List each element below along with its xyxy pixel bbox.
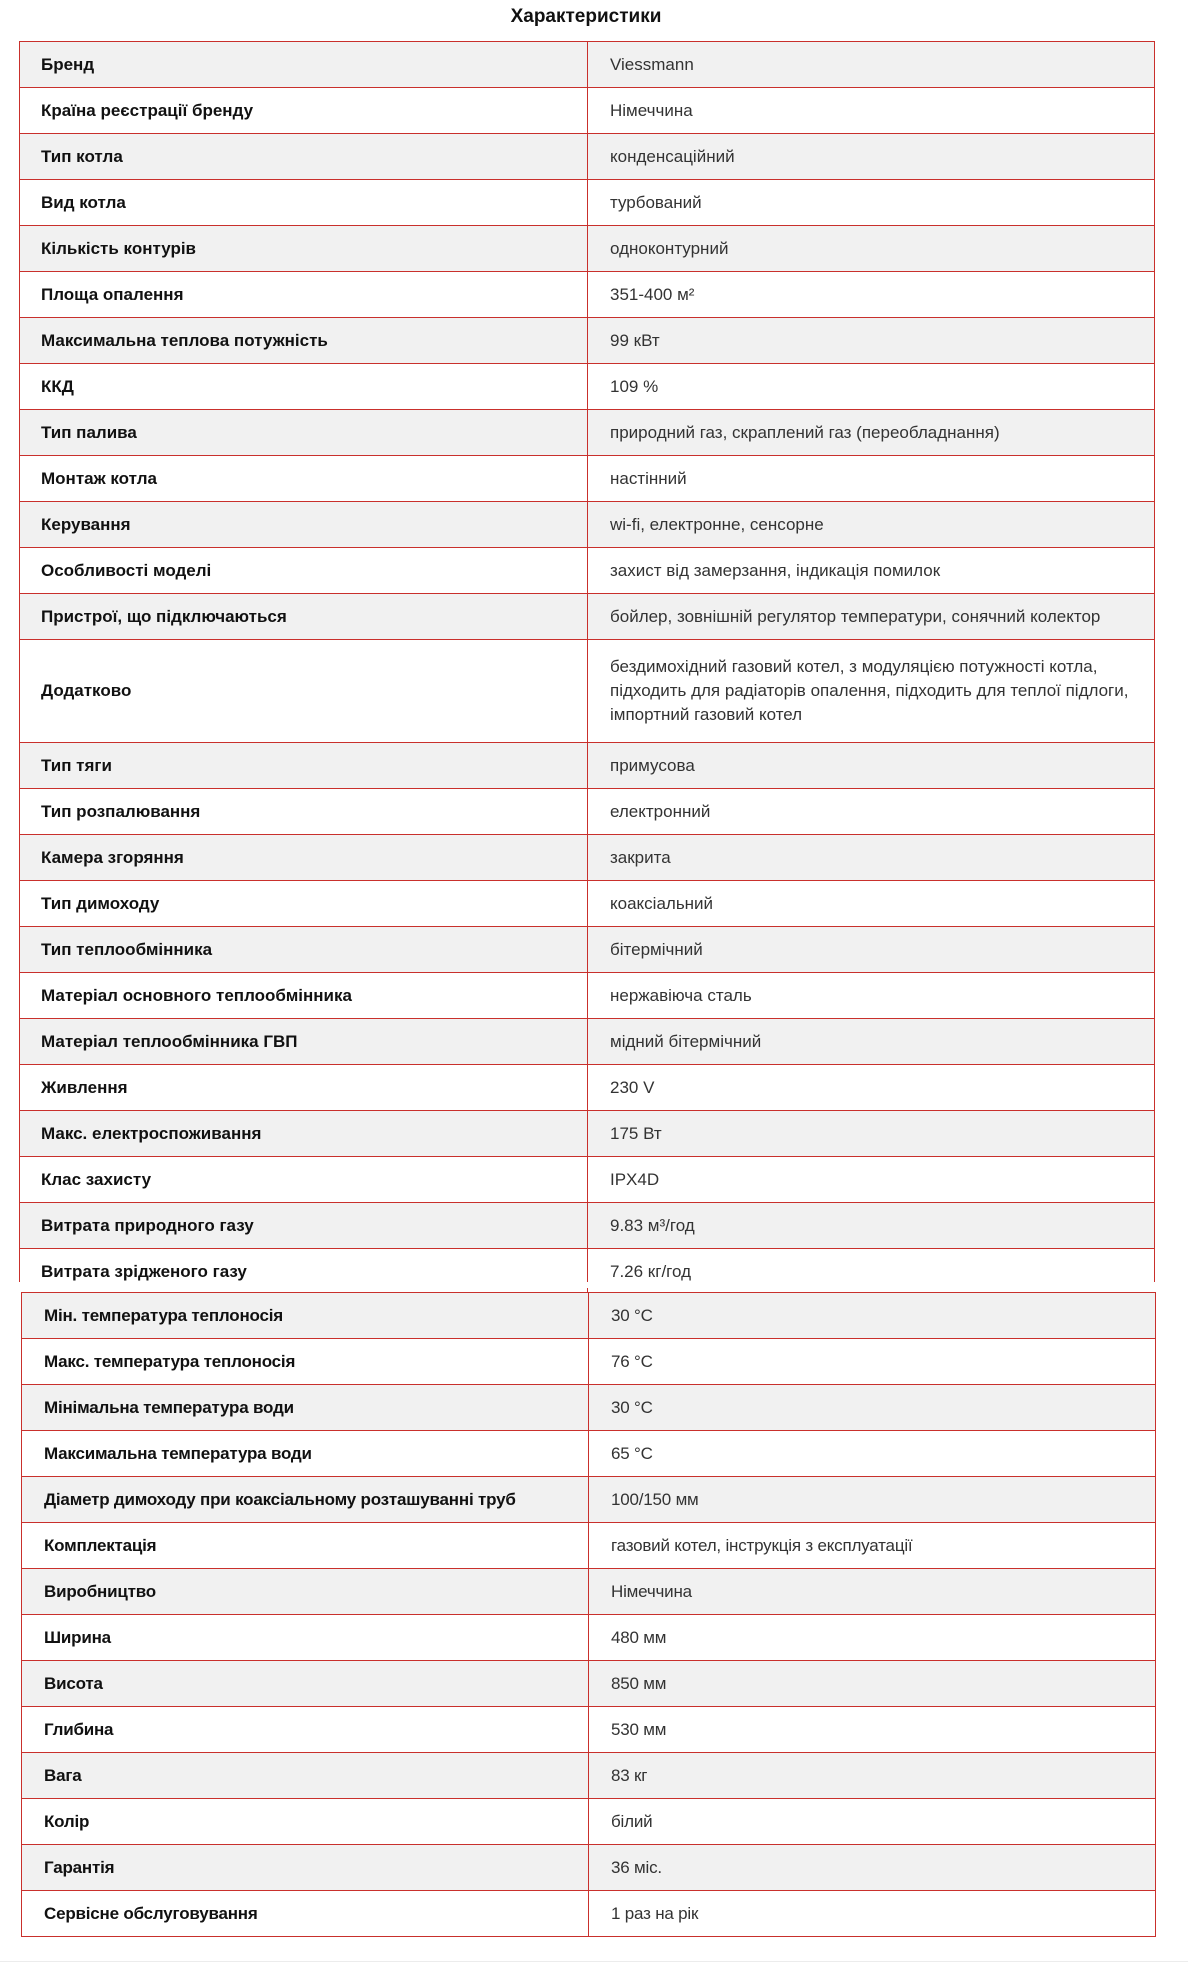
spec-label: Висота <box>22 1661 589 1707</box>
spec-label: Матеріал теплообмінника ГВП <box>20 1019 588 1065</box>
spec-value: одноконтурний <box>588 226 1155 272</box>
spec-value: захист від замерзання, індикація помилок <box>588 548 1155 594</box>
spec-label: Вага <box>22 1753 589 1799</box>
spec-row <box>22 1661 1156 1707</box>
spec-row <box>20 134 1155 180</box>
spec-value: 65 °C <box>589 1431 1156 1477</box>
spec-value: 83 кг <box>589 1753 1156 1799</box>
spec-label: Гарантія <box>22 1845 589 1891</box>
spec-label: Керування <box>20 502 588 548</box>
spec-value: електронний <box>588 789 1155 835</box>
spec-row <box>20 88 1155 134</box>
specs-table-part2 <box>21 1292 1156 1937</box>
spec-row <box>20 640 1155 743</box>
spec-value: 30 °C <box>589 1385 1156 1431</box>
footer-divider <box>0 1961 1188 1962</box>
spec-row <box>20 226 1155 272</box>
spec-row <box>20 42 1155 88</box>
spec-row <box>20 835 1155 881</box>
spec-label: Макс. електроспоживання <box>20 1111 588 1157</box>
spec-label: Тип тяги <box>20 743 588 789</box>
spec-value: закрита <box>588 835 1155 881</box>
spec-value: wi-fi, електронне, сенсорне <box>588 502 1155 548</box>
spec-value: 850 мм <box>589 1661 1156 1707</box>
spec-value: 351-400 м² <box>588 272 1155 318</box>
spec-row <box>20 272 1155 318</box>
spec-row <box>20 594 1155 640</box>
spec-row <box>20 881 1155 927</box>
spec-label: Витрата природного газу <box>20 1203 588 1249</box>
spec-row <box>20 1065 1155 1111</box>
spec-label: Країна реєстрації бренду <box>20 88 588 134</box>
spec-label: Тип теплообмінника <box>20 927 588 973</box>
spec-row <box>22 1615 1156 1661</box>
spec-value: нержавіюча сталь <box>588 973 1155 1019</box>
spec-label: Максимальна температура води <box>22 1431 589 1477</box>
spec-row <box>20 1249 1155 1283</box>
spec-row <box>22 1339 1156 1385</box>
spec-label: Матеріал основного теплообмінника <box>20 973 588 1019</box>
spec-row <box>20 502 1155 548</box>
spec-row <box>22 1707 1156 1753</box>
spec-label: Витрата зрідженого газу <box>20 1249 588 1283</box>
spec-row <box>20 410 1155 456</box>
spec-value: 109 % <box>588 364 1155 410</box>
spec-label: Макс. температура теплоносія <box>22 1339 589 1385</box>
spec-value: природний газ, скраплений газ (переобладнання) <box>588 410 1155 456</box>
spec-label: Бренд <box>20 42 588 88</box>
spec-row <box>20 364 1155 410</box>
spec-label: Тип котла <box>20 134 588 180</box>
spec-label: Тип димоходу <box>20 881 588 927</box>
spec-row <box>20 1203 1155 1249</box>
spec-value: 99 кВт <box>588 318 1155 364</box>
spec-label: Монтаж котла <box>20 456 588 502</box>
spec-label: Додатково <box>20 640 588 743</box>
spec-value: 230 V <box>588 1065 1155 1111</box>
spec-row <box>22 1569 1156 1615</box>
spec-row <box>20 973 1155 1019</box>
spec-value: 100/150 мм <box>589 1477 1156 1523</box>
spec-label: Площа опалення <box>20 272 588 318</box>
spec-row <box>20 1019 1155 1065</box>
spec-label: Комплектація <box>22 1523 589 1569</box>
spec-label: Сервісне обслуговування <box>22 1891 589 1937</box>
spec-label: Максимальна теплова потужність <box>20 318 588 364</box>
spec-label: Клас захисту <box>20 1157 588 1203</box>
spec-value: 175 Вт <box>588 1111 1155 1157</box>
spec-label: Камера згоряння <box>20 835 588 881</box>
spec-row <box>22 1523 1156 1569</box>
spec-value: настінний <box>588 456 1155 502</box>
spec-value: бітермічний <box>588 927 1155 973</box>
spec-row <box>22 1385 1156 1431</box>
spec-label: Мінімальна температура води <box>22 1385 589 1431</box>
spec-label: Мін. температура теплоносія <box>22 1293 589 1339</box>
spec-row <box>22 1891 1156 1937</box>
spec-value: білий <box>589 1799 1156 1845</box>
spec-row <box>20 927 1155 973</box>
spec-value: 530 мм <box>589 1707 1156 1753</box>
spec-row <box>20 180 1155 226</box>
spec-value: 36 міс. <box>589 1845 1156 1891</box>
spec-value: 7.26 кг/год <box>588 1249 1155 1283</box>
spec-label: Вид котла <box>20 180 588 226</box>
spec-row <box>20 318 1155 364</box>
spec-label: Особливості моделі <box>20 548 588 594</box>
spec-row <box>20 1111 1155 1157</box>
spec-label: Пристрої, що підключаються <box>20 594 588 640</box>
spec-value: 1 раз на рік <box>589 1891 1156 1937</box>
spec-value: газовий котел, інструкція з експлуатації <box>589 1523 1156 1569</box>
spec-row <box>20 1157 1155 1203</box>
spec-value: бездимохідний газовий котел, з модуляцією потужності котла, підходить для радіаторів опалення, підходить для теплої підлоги, імпортний газовий котел <box>588 640 1155 743</box>
spec-value: Німеччина <box>589 1569 1156 1615</box>
spec-label: Ширина <box>22 1615 589 1661</box>
spec-value: Німеччина <box>588 88 1155 134</box>
spec-value: 480 мм <box>589 1615 1156 1661</box>
spec-label: Діаметр димоходу при коаксіальному розташуванні труб <box>22 1477 589 1523</box>
spec-row <box>20 456 1155 502</box>
spec-value: бойлер, зовнішній регулятор температури, сонячний колектор <box>588 594 1155 640</box>
spec-row <box>20 743 1155 789</box>
spec-value: 30 °C <box>589 1293 1156 1339</box>
spec-row <box>20 548 1155 594</box>
spec-label: Тип палива <box>20 410 588 456</box>
spec-value: Viessmann <box>588 42 1155 88</box>
spec-row <box>22 1431 1156 1477</box>
spec-label: Виробництво <box>22 1569 589 1615</box>
spec-value: примусова <box>588 743 1155 789</box>
spec-label: ККД <box>20 364 588 410</box>
spec-row <box>22 1845 1156 1891</box>
spec-value: IPX4D <box>588 1157 1155 1203</box>
spec-label: Живлення <box>20 1065 588 1111</box>
spec-label: Тип розпалювання <box>20 789 588 835</box>
spec-value: конденсаційний <box>588 134 1155 180</box>
section-title: Характеристики <box>510 6 662 27</box>
spec-row <box>22 1753 1156 1799</box>
spec-label: Колір <box>22 1799 589 1845</box>
spec-value: мідний бітермічний <box>588 1019 1155 1065</box>
spec-value: коаксіальний <box>588 881 1155 927</box>
spec-row <box>22 1799 1156 1845</box>
spec-row <box>22 1477 1156 1523</box>
spec-label: Глибина <box>22 1707 589 1753</box>
specs-table-part1 <box>19 41 1155 1282</box>
spec-row <box>20 789 1155 835</box>
spec-row <box>22 1293 1156 1339</box>
spec-value: 76 °C <box>589 1339 1156 1385</box>
spec-value: 9.83 м³/год <box>588 1203 1155 1249</box>
spec-label: Кількість контурів <box>20 226 588 272</box>
spec-value: турбований <box>588 180 1155 226</box>
